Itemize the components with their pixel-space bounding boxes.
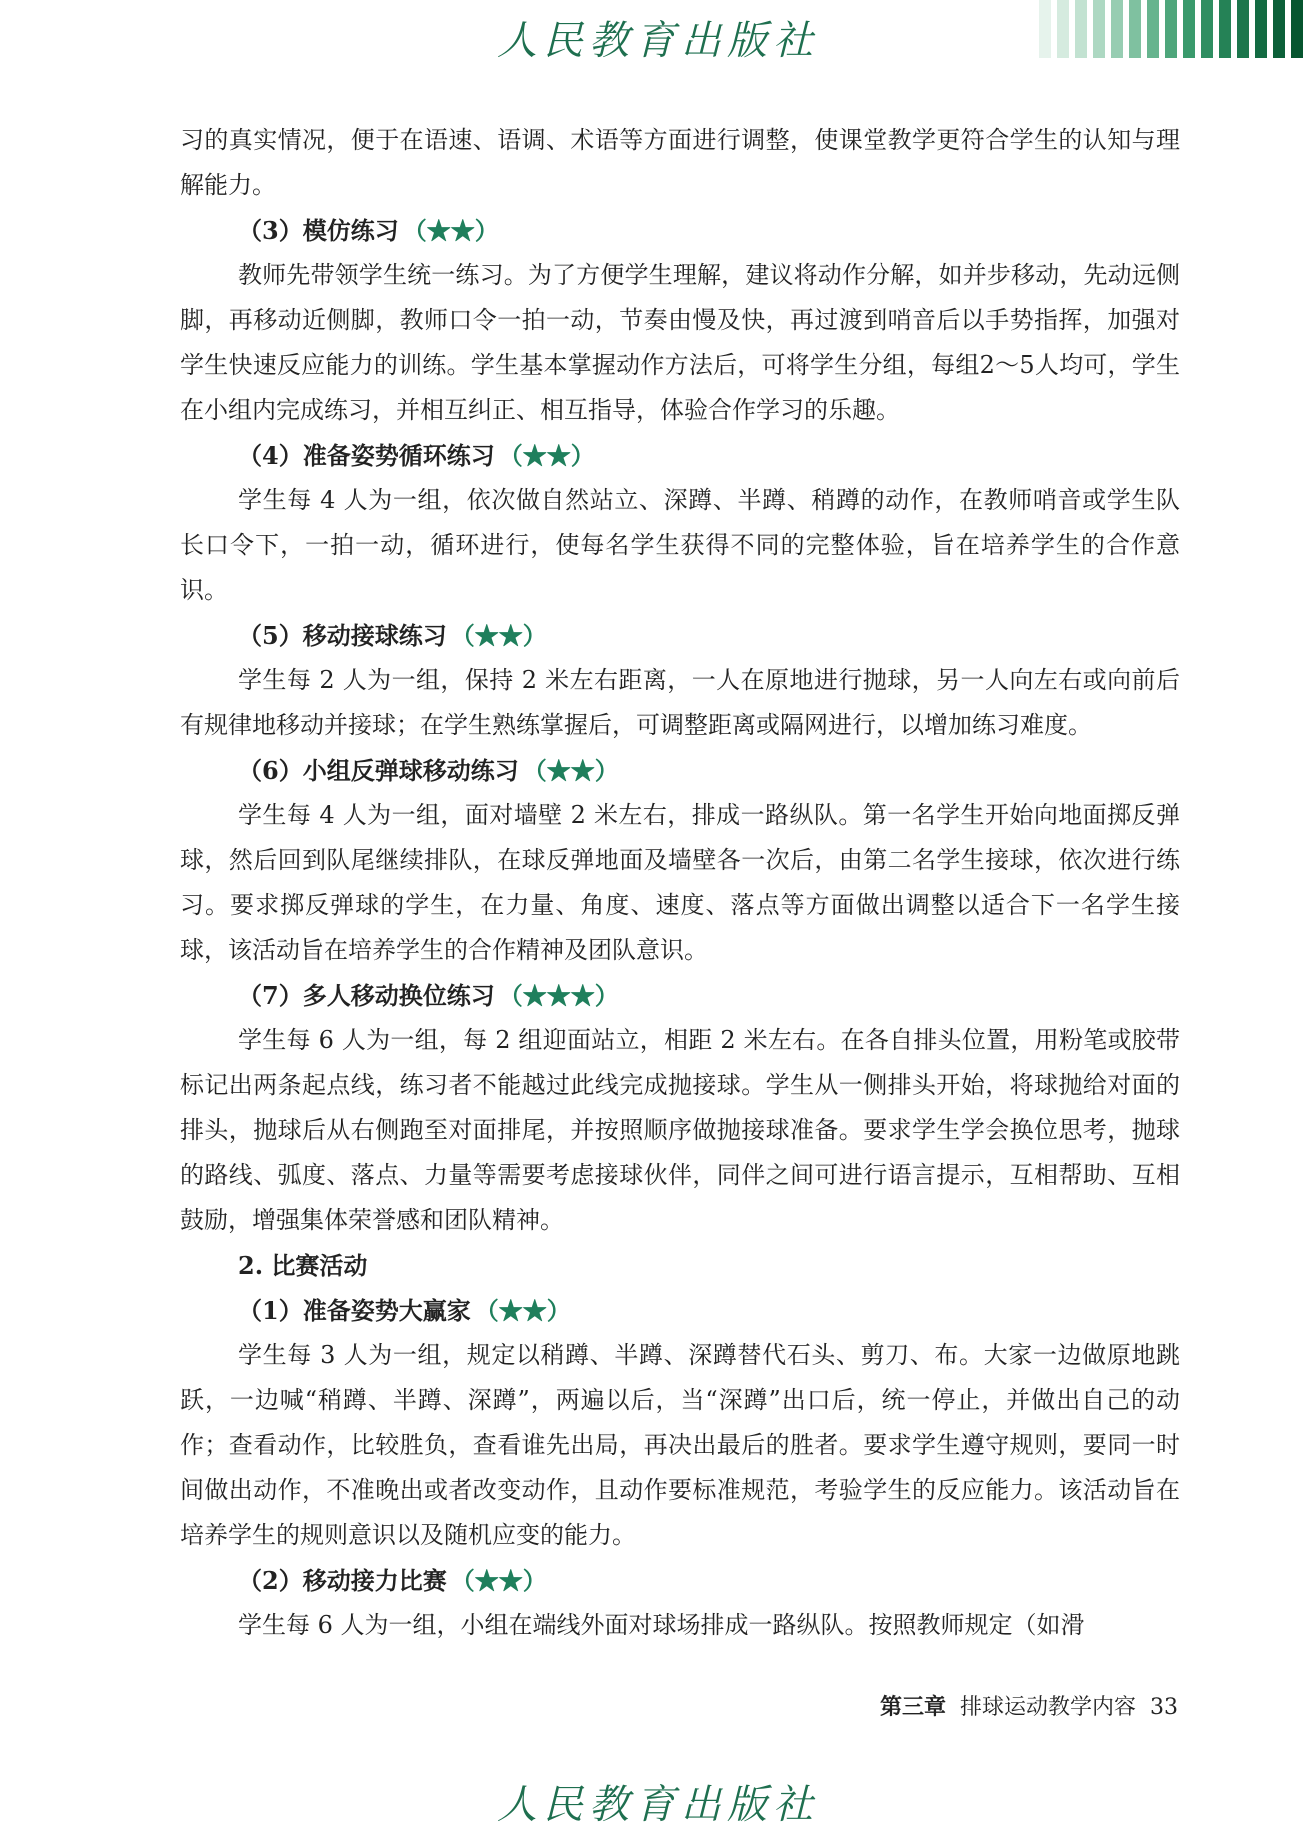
- header-stripe: [1147, 0, 1159, 58]
- publisher-logo-header: [478, 4, 838, 74]
- header-stripe: [1273, 0, 1285, 58]
- section-heading: [180, 433, 1180, 478]
- section-heading: [180, 1288, 1180, 1333]
- section-heading-text: （5）移动接球练习: [238, 621, 447, 650]
- difficulty-stars: （★★）: [450, 1566, 547, 1595]
- difficulty-stars: （★★）: [474, 1296, 571, 1325]
- header-stripe: [1039, 0, 1051, 58]
- section-heading-text: （4）准备姿势循环练习: [238, 441, 495, 470]
- header-stripe: [1057, 0, 1069, 58]
- section-heading-text: （2）移动接力比赛: [238, 1566, 447, 1595]
- header-stripe: [1219, 0, 1231, 58]
- body-paragraph: 教师先带领学生统一练习。为了方便学生理解，建议将动作分解，如并步移动，先动远侧脚，再移动近侧脚，教师口令一拍一动，节奏由慢及快，再过渡到哨音后以手势指挥，加强对学生快速反应能力的训练。学生基本掌握动作方法后，可将学生分组，每组2～5人均可，学生在小组内完成练习，并相互纠正、相互指导，体验合作学习的乐趣。: [180, 261, 1180, 424]
- header-stripe: [1165, 0, 1177, 58]
- header-stripe: [1201, 0, 1213, 58]
- body-paragraph: 学生每 6 人为一组，小组在端线外面对球场排成一路纵队。按照教师规定（如滑: [238, 1611, 1085, 1639]
- page-number: 33: [1150, 1695, 1178, 1720]
- difficulty-stars: （★★）: [450, 621, 547, 650]
- section-heading-text: （6）小组反弹球移动练习: [238, 756, 519, 785]
- body-paragraph: 学生每 4 人为一组，面对墙壁 2 米左右，排成一路纵队。第一名学生开始向地面掷反弹球，然后回到队尾继续排队，在球反弹地面及墙壁各一次后，由第二名学生接球，依次进行练习。要求掷反弹球的学生，在力量、角度、速度、落点等方面做出调整以适合下一名学生接球，该活动旨在培养学生的合作精神及团队意识。: [180, 801, 1180, 964]
- body-paragraph: 学生每 4 人为一组，依次做自然站立、深蹲、半蹲、稍蹲的动作，在教师哨音或学生队长口令下，一拍一动，循环进行，使每名学生获得不同的完整体验，旨在培养学生的合作意识。: [180, 486, 1180, 604]
- header-stripe: [1237, 0, 1249, 58]
- publisher-logo-footer: [478, 1768, 838, 1838]
- section-heading-text: （1）准备姿势大赢家: [238, 1296, 471, 1325]
- header-stripe: [1255, 0, 1267, 58]
- body-paragraph: 学生每 3 人为一组，规定以稍蹲、半蹲、深蹲替代石头、剪刀、布。大家一边做原地跳跃，一边喊“稍蹲、半蹲、深蹲”，两遍以后，当“深蹲”出口后，统一停止，并做出自己的动作；查看动作，比较胜负，查看谁先出局，再决出最后的胜者。要求学生遵守规则，要同一时间做出动作，不准晚出或者改变动作，且动作要标准规范，考验学生的反应能力。该活动旨在培养学生的规则意识以及随机应变的能力。: [180, 1341, 1180, 1549]
- difficulty-stars: （★★★）: [498, 981, 619, 1010]
- header-stripe: [1129, 0, 1141, 58]
- chapter-title: 排球运动教学内容: [959, 1695, 1136, 1720]
- section-heading: [180, 613, 1180, 658]
- section-heading-text: （3）模仿练习: [238, 216, 399, 245]
- section-heading: [180, 748, 1180, 793]
- header-stripe: [1075, 0, 1087, 58]
- difficulty-stars: （★★）: [522, 756, 619, 785]
- svg-text:人民教育出版社: 人民教育出版社: [497, 18, 819, 64]
- header-stripe: [1291, 0, 1303, 58]
- body-paragraph: 学生每 2 人为一组，保持 2 米左右距离，一人在原地进行抛球，另一人向左右或向前后有规律地移动并接球；在学生熟练掌握后，可调整距离或隔网进行，以增加练习难度。: [180, 666, 1180, 739]
- header-stripe: [1111, 0, 1123, 58]
- svg-text:人民教育出版社: 人民教育出版社: [497, 1782, 819, 1828]
- page-content: [180, 118, 1180, 1648]
- section-heading: [180, 1558, 1180, 1603]
- header-stripe: [1183, 0, 1195, 58]
- body-paragraph: 习的真实情况，便于在语速、语调、术语等方面进行调整，使课堂教学更符合学生的认知与理解能力。: [180, 126, 1180, 199]
- section-heading-text: （7）多人移动换位练习: [238, 981, 495, 1010]
- header-stripes: [1013, 0, 1303, 58]
- section-heading: [180, 973, 1180, 1018]
- body-paragraph: 学生每 6 人为一组，每 2 组迎面站立，相距 2 米左右。在各自排头位置，用粉笔或胶带标记出两条起点线，练习者不能越过此线完成抛接球。学生从一侧排头开始，将球抛给对面的排头，抛球后从右侧跑至对面排尾，并按照顺序做抛接球准备。要求学生学会换位思考，抛球的路线、弧度、落点、力量等需要考虑接球伙伴，同伴之间可进行语言提示，互相帮助、互相鼓励，增强集体荣誉感和团队精神。: [180, 1026, 1180, 1234]
- difficulty-stars: （★★）: [402, 216, 499, 245]
- header-stripe: [1093, 0, 1105, 58]
- page-footer: [880, 1690, 1178, 1721]
- section-heading-text: 2. 比赛活动: [238, 1251, 368, 1280]
- chapter-label: 第三章: [879, 1694, 946, 1720]
- section-heading: [180, 1243, 1180, 1288]
- section-heading: [180, 208, 1180, 253]
- difficulty-stars: （★★）: [498, 441, 595, 470]
